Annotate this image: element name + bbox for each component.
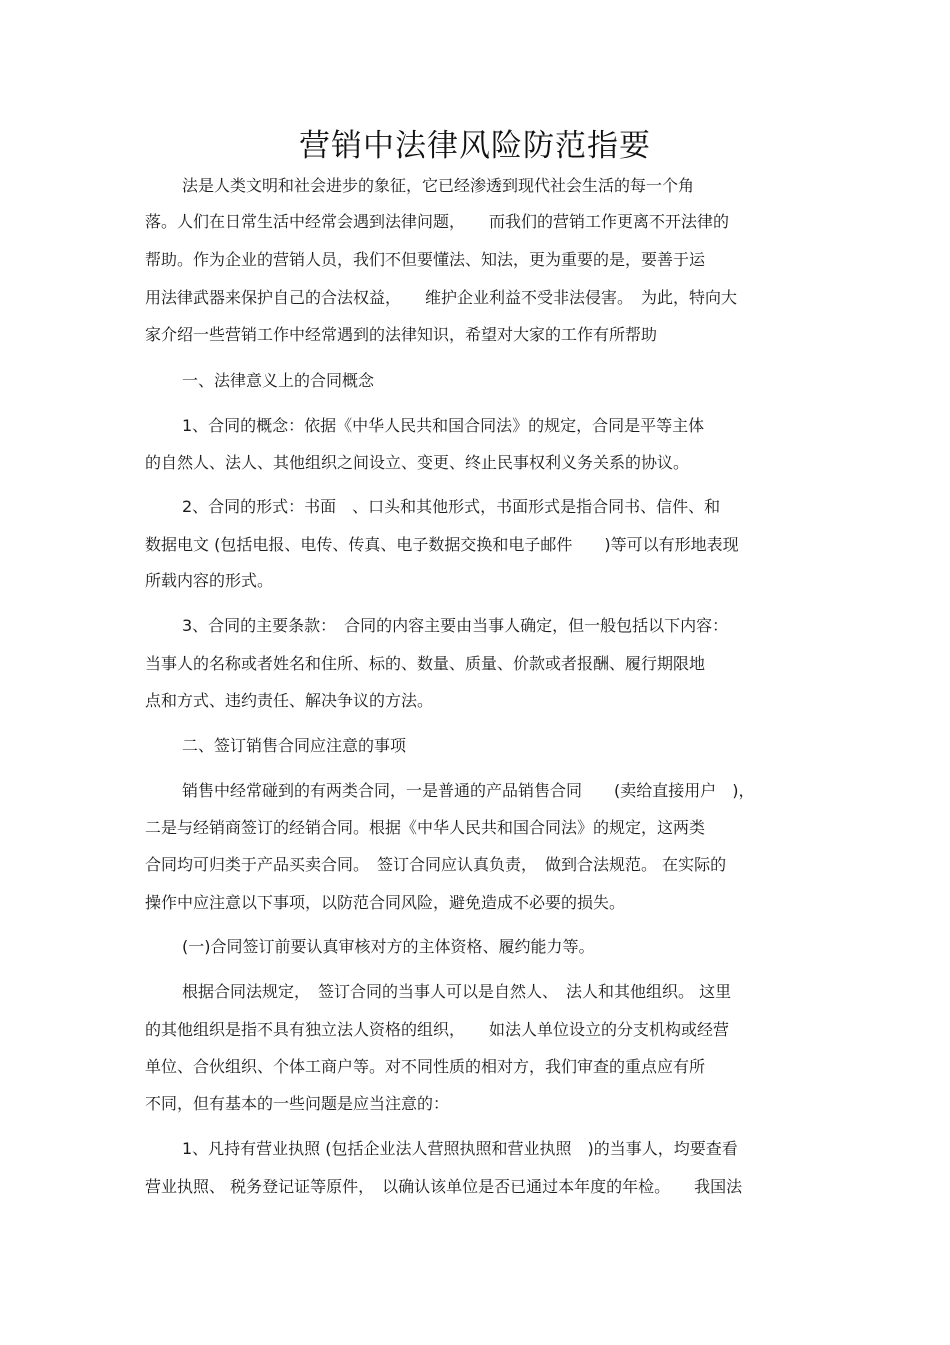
paragraph-line: 帮助。作为企业的营销人员，我们不但要懂法、知法，更为重要的是，要善于运	[145, 250, 706, 269]
paragraph-line: 用法律武器来保护自己的合法权益， 维护企业利益不受非法侵害。 为此，特向大	[145, 288, 738, 307]
paragraph-line: 1、凡持有营业执照 (包括企业法人营照执照和营业执照 )的当事人，均要查看	[182, 1139, 738, 1158]
paragraph-line: 合同均可归类于产品买卖合同。 签订合同应认真负责， 做到合法规范。 在实际的	[145, 855, 727, 874]
paragraph-line: 操作中应注意以下事项，以防范合同风险，避免造成不必要的损失。	[145, 893, 626, 912]
paragraph-line: 根据合同法规定， 签订合同的当事人可以是自然人、 法人和其他组织。 这里	[182, 982, 732, 1001]
paragraph-line: 所载内容的形式。	[145, 571, 274, 590]
paragraph-line: 点和方式、违约责任、解决争议的方法。	[145, 691, 434, 710]
paragraph-line: 二是与经销商签订的经销合同。根据《中华人民共和国合同法》的规定，这两类	[145, 818, 706, 837]
paragraph-line: 的自然人、法人、其他组织之间设立、变更、终止民事权利义务关系的协议。	[145, 453, 690, 472]
paragraph-line: 的其他组织是指不具有独立法人资格的组织， 如法人单位设立的分支机构或经营	[145, 1020, 730, 1039]
paragraph-line: 落。人们在日常生活中经常会遇到法律问题， 而我们的营销工作更离不开法律的	[145, 212, 730, 231]
paragraph-line: 单位、合伙组织、个体工商户等。对不同性质的相对方，我们审查的重点应有所	[145, 1057, 706, 1076]
paragraph-line: 3、合同的主要条款： 合同的内容主要由当事人确定，但一般包括以下内容：	[182, 616, 729, 635]
paragraph-line: 销售中经常碰到的有两类合同，一是普通的产品销售合同 (卖给直接用户 )，	[182, 781, 755, 800]
document-title: 营销中法律风险防范指要	[299, 128, 651, 164]
section-heading: 一、法律意义上的合同概念	[182, 371, 375, 390]
paragraph-line: 当事人的名称或者姓名和住所、标的、数量、质量、价款或者报酬、履行期限地	[145, 654, 706, 673]
paragraph-line: 营业执照、 税务登记证等原件， 以确认该单位是否已通过本年度的年检。 我国法	[145, 1177, 743, 1196]
paragraph-line: 1、合同的概念：依据《中华人民共和国合同法》的规定，合同是平等主体	[182, 416, 705, 435]
section-heading: 二、签订销售合同应注意的事项	[182, 736, 407, 755]
paragraph-line: 法是人类文明和社会进步的象征，它已经渗透到现代社会生活的每一个角	[182, 176, 695, 195]
paragraph-line: 2、合同的形式：书面 、口头和其他形式，书面形式是指合同书、信件、和	[182, 497, 721, 516]
paragraph-line: 家介绍一些营销工作中经常遇到的法律知识，希望对大家的工作有所帮助	[145, 325, 658, 344]
paragraph-line: 不同，但有基本的一些问题是应当注意的：	[145, 1094, 450, 1113]
subsection-heading: (一)合同签订前要认真审核对方的主体资格、履约能力等。	[182, 937, 595, 956]
paragraph-line: 数据电文 (包括电报、电传、传真、电子数据交换和电子邮件 )等可以有形地表现	[145, 535, 739, 554]
